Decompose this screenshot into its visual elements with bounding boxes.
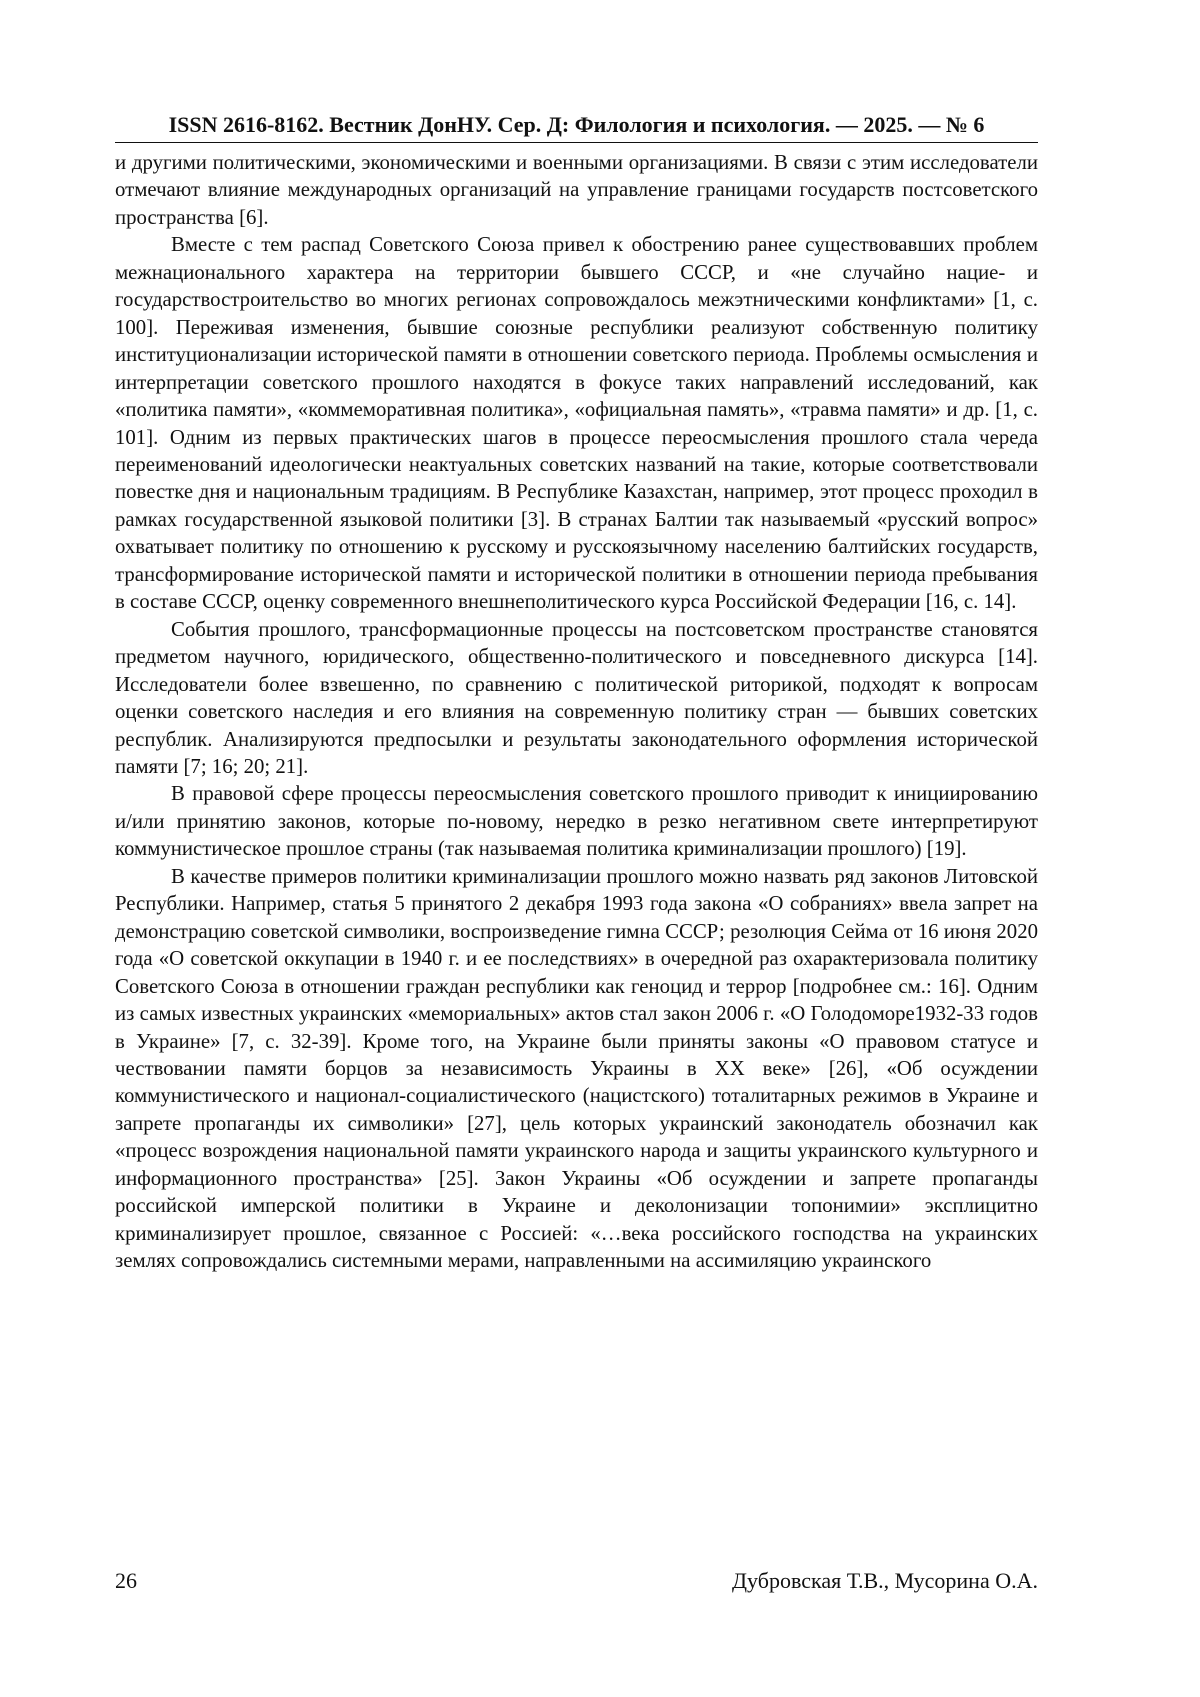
footer-authors: Дубровская Т.В., Мусорина О.А. [732,1568,1038,1593]
article-body [115,149,1038,1275]
paragraph: В правовой сфере процессы переосмысления советского прошлого приводит к инициированию и/или принятию законов, которые по-новому, нередко в резко негативном свете интерпретируют коммунистическое прошлое страны (так называемая политика криминализации прошлого) [19]. [115,782,1038,861]
page-number: 26 [115,1568,137,1593]
paragraph: События прошлого, трансформационные процессы на постсоветском пространстве становятся предметом научного, юридического, общественно-политического и повседневного дискурса [14]. Исследователи более взвешенно, по сравнению с политической риторикой, подходят к вопросам оценки советского наследия и его влияния на современную политику стран — бывших советских республик. Анализируются предпосылки и результаты законодательного оформления исторической памяти [7; 16; 20; 21]. [115,617,1038,778]
paragraph: Вместе с тем распад Советского Союза привел к обострению ранее существовавших проблем межнационального характера на территории бывшего СССР, и «не случайно нацие- и государствостроительство во многих регионах сопровождалось межэтническими конфликтами» [1, с. 100]. Переживая изменения, бывшие союзные республики реализуют собственную политику институционализации исторической памяти в отношении советского периода. Проблемы осмысления и интерпретации советского прошлого находятся в фокусе таких направлений исследований, как «политика памяти», «коммеморативная политика», «официальная память», «травма памяти» и др. [1, с. 101]. Одним из первых практических шагов в процессе переосмысления прошлого стала череда переименований идеологически неактуальных советских названий на такие, которые соответствовали повестке дня и национальным традициям. В Республике Казахстан, например, этот процесс проходил в рамках государственной языковой политики [3]. В странах Балтии так называемый «русский вопрос» охватывает политику по отношению к русскому и русскоязычному населению балтийских государств, трансформирование исторической памяти и исторической политики в отношении периода пребывания в составе СССР, оценку современного внешнеполитического курса Российской Федерации [16, с. 14]. [115,233,1038,614]
paragraph: В качестве примеров политики криминализации прошлого можно назвать ряд законов Литовской Республики. Например, статья 5 принятого 2 декабря 1993 года закона «О собраниях» ввела запрет на демонстрацию советской символики, воспроизведение гимна СССР; резолюция Сейма от 16 июня 2020 года «О советской оккупации в 1940 г. и ее последствиях» в очередной раз охарактеризовала политику Советского Союза в отношении граждан республики как геноцид и террор [подробнее см.: 16]. Одним из самых известных украинских «мемориальных» актов стал закон 2006 г. «О Голодоморе1932-33 годов в Украине» [7, с. 32-39]. Кроме того, на Украине были приняты законы «О правовом статусе и чествовании памяти борцов за независимость Украины в XX веке» [26], «Об осуждении коммунистического и национал-социалистического (нацистского) тоталитарных режимов в Украине и запрете пропаганды их символики» [27], цель которых украинский законодатель обозначил как «процесс возрождения национальной памяти украинского народа и защиты украинского культурного и информационного пространства» [25]. Закон Украины «Об осуждении и запрете пропаганды российской имперской политики в Украине и деколонизации топонимии» эксплицитно криминализирует прошлое, связанное с Россией: «…века российского господства на украинских землях сопровождались системными мерами, направленными на ассимиляцию украинского [115,864,1038,1273]
paragraph: и другими политическими, экономическими и военными организациями. В связи с этим исследователи отмечают влияние международных организаций на управление границами государств постсоветского пространства [6]. [115,151,1038,229]
journal-page [115,112,1038,1275]
page-footer [115,1568,1038,1594]
running-header: ISSN 2616-8162. Вестник ДонНУ. Сер. Д: Филология и психология. — 2025. — № 6 [115,112,1038,143]
